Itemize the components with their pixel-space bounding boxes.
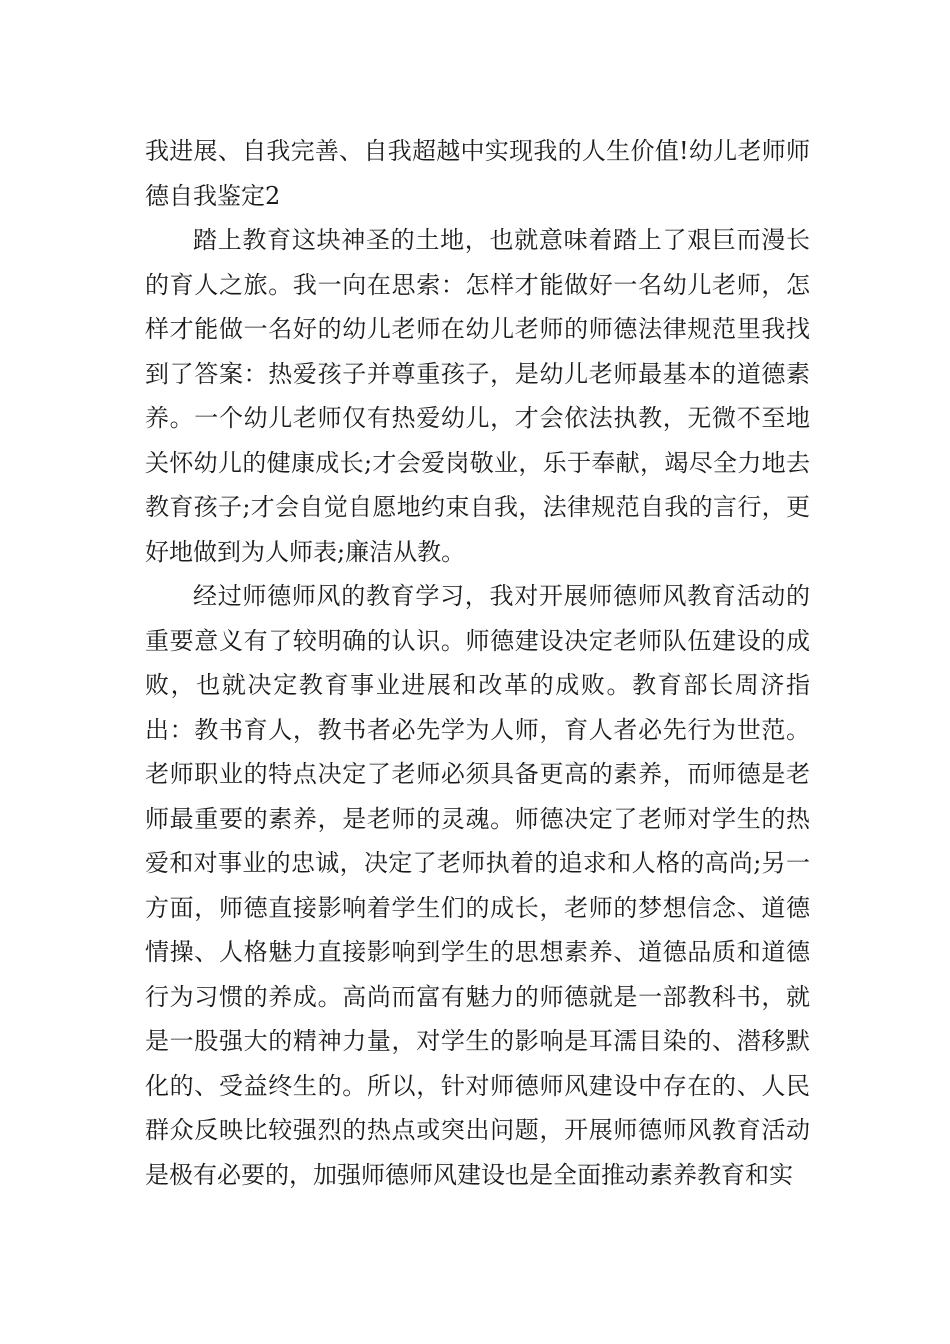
document-body <box>145 129 810 1197</box>
paragraph-continuation: 我进展、自我完善、自我超越中实现我的人生价值!幼儿老师师德自我鉴定2 <box>145 137 810 210</box>
paragraph-study: 经过师德师风的教育学习，我对开展师德师风教育活动的重要意义有了较明确的认识。师德建设决定老师队伍建设的成败，也就决定教育事业进展和改革的成败。教育部长周济指出：教书育人，教书者必先学为人师，育人者必先行为世范。老师职业的特点决定了老师必须具备更高的素养，而师德是老师最重要的素养，是老师的灵魂。师德决定了老师对学生的热爱和对事业的忠诚，决定了老师执着的追求和人格的高尚;另一方面，师德直接影响着学生们的成长，老师的梦想信念、道德情操、人格魅力直接影响到学生的思想素养、道德品质和道德行为习惯的养成。高尚而富有魅力的师德就是一部教科书，就是一股强大的精神力量，对学生的影响是耳濡目染的、潜移默化的、受益终生的。所以，针对师德师风建设中存在的、人民群众反映比较强烈的热点或突出问题，开展师德师风教育活动是极有必要的，加强师德师风建设也是全面推动素养教育和实 <box>145 582 810 1189</box>
paragraph-journey: 踏上教育这块神圣的土地，也就意味着踏上了艰巨而漫长的育人之旅。我一向在思索：怎样才能做好一名幼儿老师，怎样才能做一名好的幼儿老师在幼儿老师的师德法律规范里我找到了答案：热爱孩子并尊重孩子，是幼儿老师最基本的道德素养。一个幼儿老师仅有热爱幼儿，才会依法执教，无微不至地关怀幼儿的健康成长;才会爱岗敬业，乐于奉献，竭尽全力地去教育孩子;才会自觉自愿地约束自我，法律规范自我的言行，更好地做到为人师表;廉洁从教。 <box>145 226 810 566</box>
